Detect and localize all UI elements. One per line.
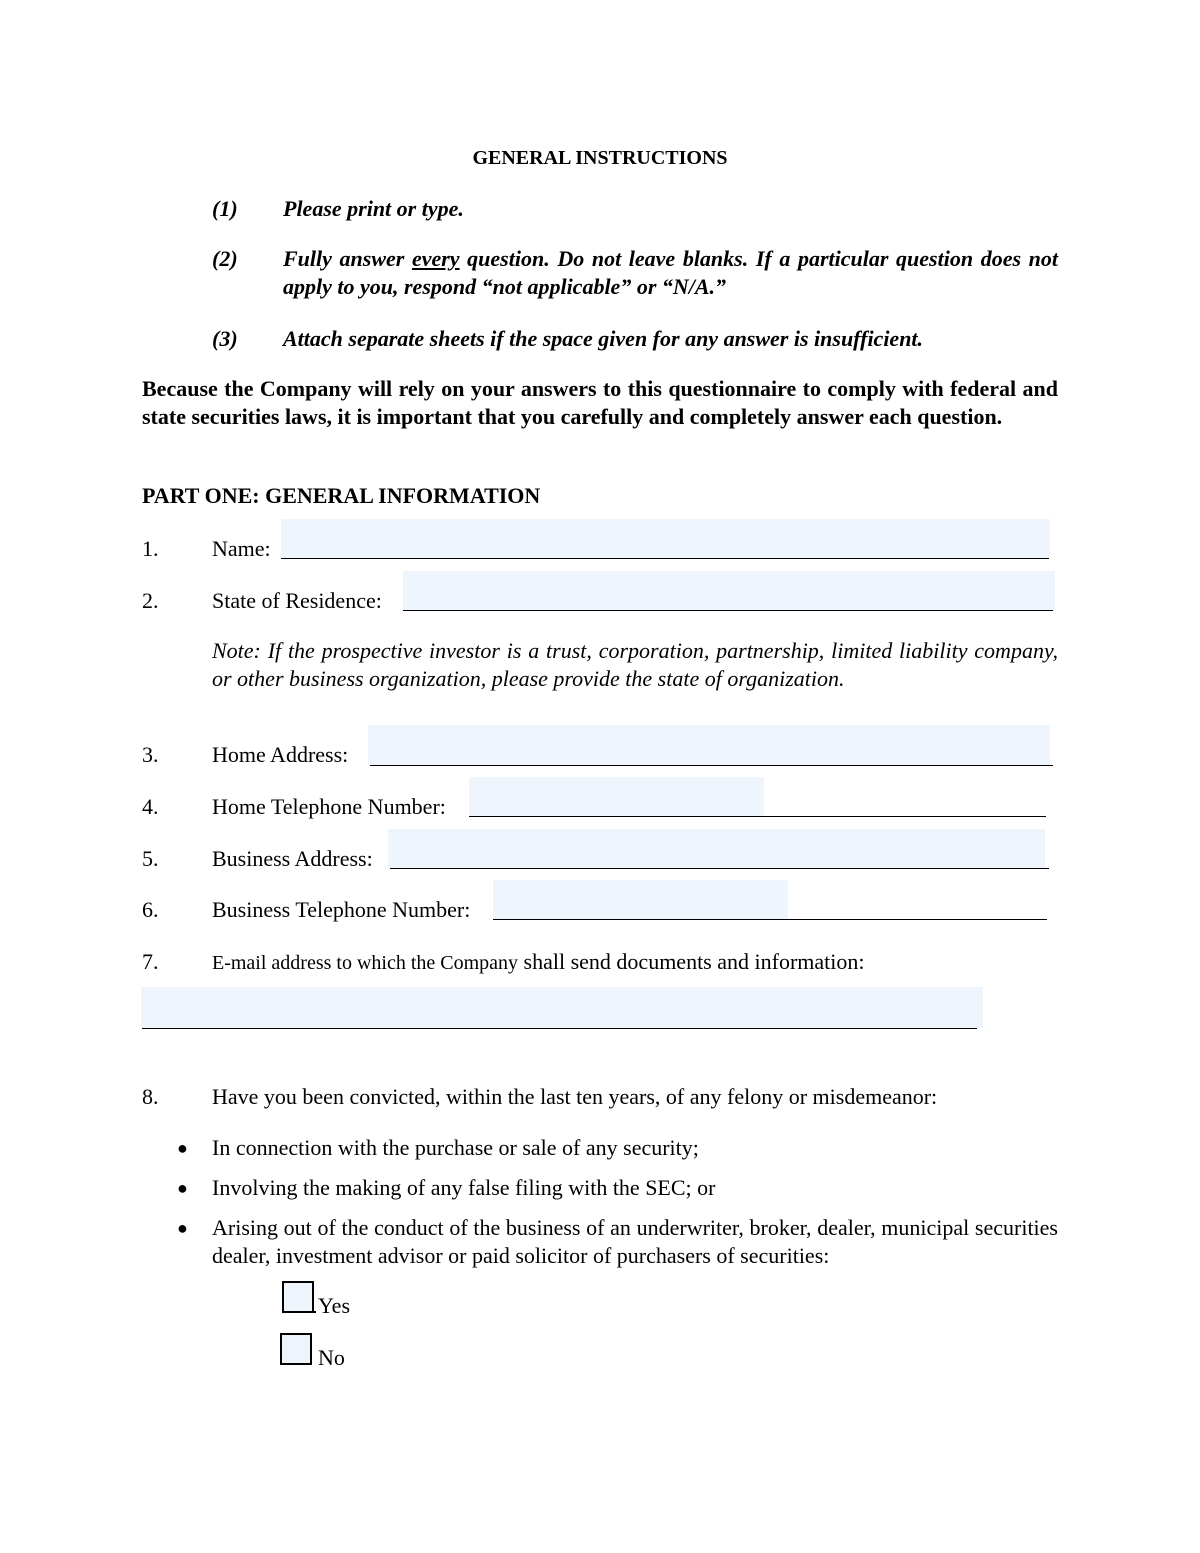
home-phone-label: Home Telephone Number:: [212, 794, 446, 819]
state-label: State of Residence:: [212, 588, 382, 613]
state-field[interactable]: [403, 571, 1055, 611]
intro-paragraph: Because the Company will rely on your answers to this questionnaire to comply with federal and state securities laws, it is important that you carefully and completely answer each question.: [142, 376, 1058, 429]
question-number: 7.: [142, 949, 159, 974]
underline: [493, 919, 1047, 920]
conviction-question: Have you been convicted, within the last ten years, of any felony or misdemeanor:: [212, 1084, 938, 1109]
no-checkbox[interactable]: [280, 1333, 312, 1365]
email-label: E-mail address to which the Company shall send documents and information:: [212, 949, 865, 974]
home-address-label: Home Address:: [212, 742, 349, 767]
instruction-number: (3): [212, 326, 238, 351]
bullet-icon: ●: [177, 1178, 188, 1198]
question-number: 5.: [142, 846, 159, 871]
question-number: 2.: [142, 588, 159, 613]
underline: [286, 1311, 316, 1313]
underline: [142, 1028, 977, 1029]
name-label: Name:: [212, 536, 271, 561]
underline: [403, 610, 1053, 611]
home-address-field[interactable]: [368, 725, 1050, 765]
part-heading: PART ONE: GENERAL INFORMATION: [142, 483, 541, 508]
yes-label: Yes: [318, 1293, 351, 1318]
name-field[interactable]: [281, 519, 1050, 559]
list-item: Arising out of the conduct of the business of an underwriter, broker, dealer, municipal securities dealer, investment advisor or paid solicitor of purchasers of securities:: [212, 1215, 1058, 1268]
instruction-number: (2): [212, 246, 238, 271]
instruction-text: Attach separate sheets if the space given for any answer is insufficient.: [283, 326, 924, 351]
business-phone-field[interactable]: [493, 880, 788, 920]
question-number: 3.: [142, 742, 159, 767]
business-address-label: Business Address:: [212, 846, 373, 871]
page-title: GENERAL INSTRUCTIONS: [472, 147, 728, 169]
underline: [469, 816, 1046, 817]
underline: [370, 765, 1053, 766]
underline: [390, 868, 1049, 869]
bullet-icon: ●: [177, 1138, 188, 1158]
business-address-field[interactable]: [388, 829, 1045, 869]
bullet-icon: ●: [177, 1218, 188, 1238]
question-number: 1.: [142, 536, 159, 561]
list-item: Involving the making of any false filing with the SEC; or: [212, 1175, 716, 1200]
business-phone-label: Business Telephone Number:: [212, 897, 471, 922]
note: Note: If the prospective investor is a trust, corporation, partnership, limited liability company, or other business organization, please provide the state of organization.: [212, 638, 1058, 691]
instruction-number: (1): [212, 196, 238, 221]
underline: [281, 558, 1049, 559]
question-number: 6.: [142, 897, 159, 922]
question-number: 4.: [142, 794, 159, 819]
home-phone-field[interactable]: [469, 777, 764, 817]
question-number: 8.: [142, 1084, 159, 1109]
no-label: No: [318, 1345, 345, 1370]
instruction-text: Please print or type.: [283, 196, 464, 221]
email-field[interactable]: [141, 987, 983, 1028]
list-item: In connection with the purchase or sale of any security;: [212, 1135, 699, 1160]
yes-checkbox[interactable]: [282, 1281, 314, 1313]
instruction-text: Fully answer every question. Do not leave blanks. If a particular question does not apply to you, respond “not applicable” or “N/A.”: [283, 246, 1058, 299]
